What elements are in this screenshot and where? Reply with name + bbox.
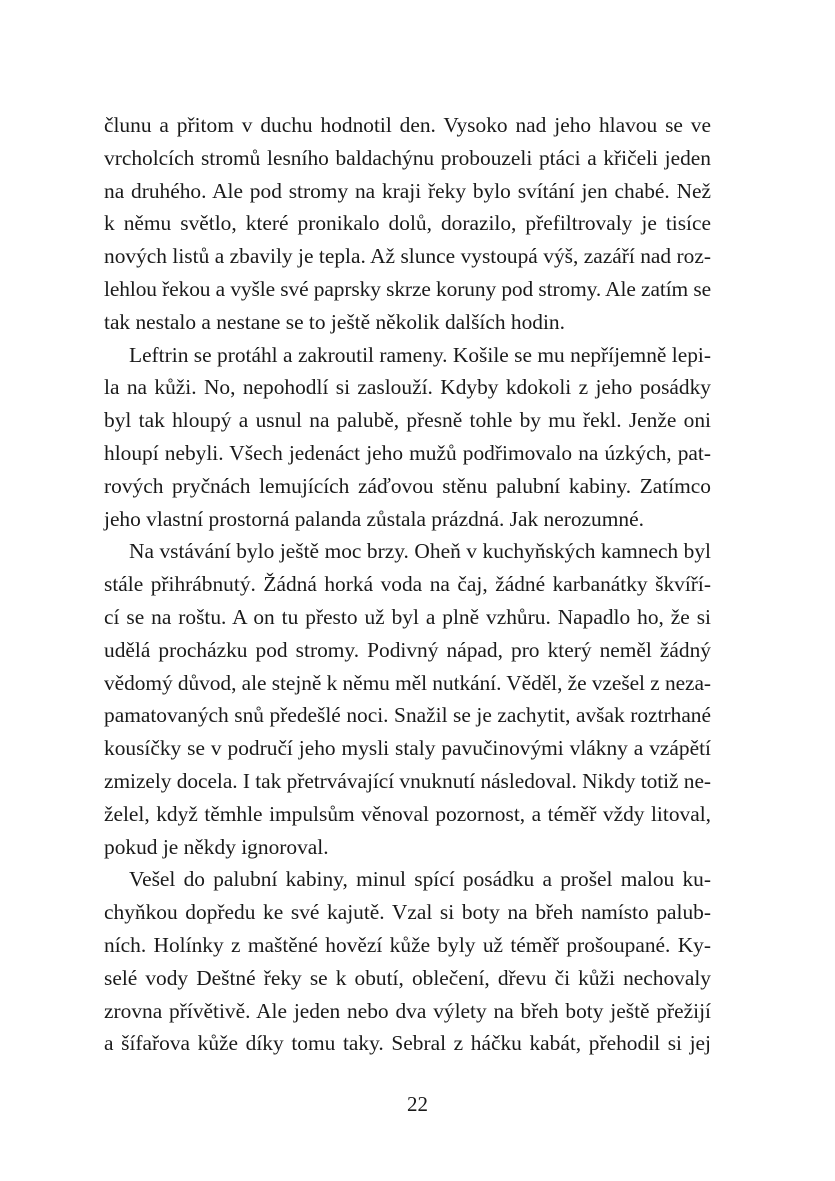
paragraph: [104, 339, 711, 536]
text-line: hloupí nebyli. Všech jedenáct jeho mužů podřimovalo na úzkých, pat-: [104, 440, 711, 465]
text-line: selé vody Deštné řeky se k obutí, oblečení, dřevu či kůži nechovaly: [104, 965, 711, 990]
paragraph: [104, 863, 711, 1060]
text-line: zrovna přívětivě. Ale jeden nebo dva výlety na břeh boty ještě přežijí: [104, 998, 711, 1023]
text-line: člunu a přitom v duchu hodnotil den. Vysoko nad jeho hlavou se ve: [104, 113, 711, 137]
body-text: [104, 109, 711, 1060]
text-line: pamatovaných snů předešlé noci. Snažil se je zachytit, avšak roztrhané: [104, 703, 711, 728]
text-line: na druhého. Ale pod stromy na kraji řeky bylo svítání jen chabé. Než: [104, 178, 711, 203]
text-line: nových listů a zbavily je tepla. Až slunce vystoupá výš, zazáří nad roz-: [104, 244, 711, 269]
text-line: Na vstávání bylo ještě moc brzy. Oheň v kuchyňských kamnech byl: [129, 539, 711, 564]
text-line: vědomý důvod, ale stejně k němu měl nutkání. Věděl, že vzešel z neza-: [104, 670, 711, 695]
text-line: chyňkou dopředu ke své kajutě. Vzal si boty na břeh namísto palub-: [104, 900, 711, 925]
text-line: vrcholcích stromů lesního baldachýnu probouzeli ptáci a křičeli jeden: [104, 145, 711, 170]
text-line: želel, když těmhle impulsům věnoval pozornost, a téměř vždy litoval,: [104, 801, 711, 826]
text-line: tak nestalo a nestane se to ještě několik dalších hodin.: [104, 309, 565, 334]
text-line: jeho vlastní prostorná palanda zůstala prázdná. Jak nerozumné.: [104, 506, 644, 531]
paragraph: [104, 109, 711, 339]
text-line: rových pryčnách lemujících záďovou stěnu palubní kabiny. Zatímco: [104, 473, 711, 498]
text-line: zmizely docela. I tak přetrvávající vnuknutí následoval. Nikdy totiž ne-: [104, 768, 711, 793]
page-number: 22: [407, 1092, 428, 1116]
text-line: stále přihrábnutý. Žádná horká voda na čaj, žádné karbanátky škvíří-: [104, 572, 711, 597]
text-line: pokud je někdy ignoroval.: [104, 834, 329, 859]
text-line: Leftrin se protáhl a zakroutil rameny. Košile se mu nepříjemně lepi-: [129, 342, 711, 367]
text-line: a šífařova kůže díky tomu taky. Sebral z háčku kabát, přehodil si jej: [104, 1031, 711, 1056]
text-line: byl tak hloupý a usnul na palubě, přesně tohle by mu řekl. Jenže oni: [104, 408, 711, 433]
text-line: udělá procházku pod stromy. Podivný nápad, pro který neměl žádný: [104, 637, 711, 662]
text-line: cí se na roštu. A on tu přesto už byl a plně vzhůru. Napadlo ho, že si: [104, 604, 711, 629]
text-line: k němu světlo, které pronikalo dolů, dorazilo, přefiltrovaly je tisíce: [104, 211, 711, 236]
text-line: lehlou řekou a vyšle své paprsky skrze koruny pod stromy. Ale zatím se: [104, 276, 711, 301]
text-line: kousíčky se v područí jeho mysli staly pavučinovými vlákny a vzápětí: [104, 736, 711, 761]
text-line: la na kůži. No, nepohodlí si zaslouží. Kdyby kdokoli z jeho posádky: [104, 375, 711, 400]
text-line: ních. Holínky z maštěné hovězí kůže byly už téměř prošoupané. Ky-: [104, 932, 711, 957]
text-line: Vešel do palubní kabiny, minul spící posádku a prošel malou ku-: [129, 867, 711, 892]
paragraph: [104, 535, 711, 863]
